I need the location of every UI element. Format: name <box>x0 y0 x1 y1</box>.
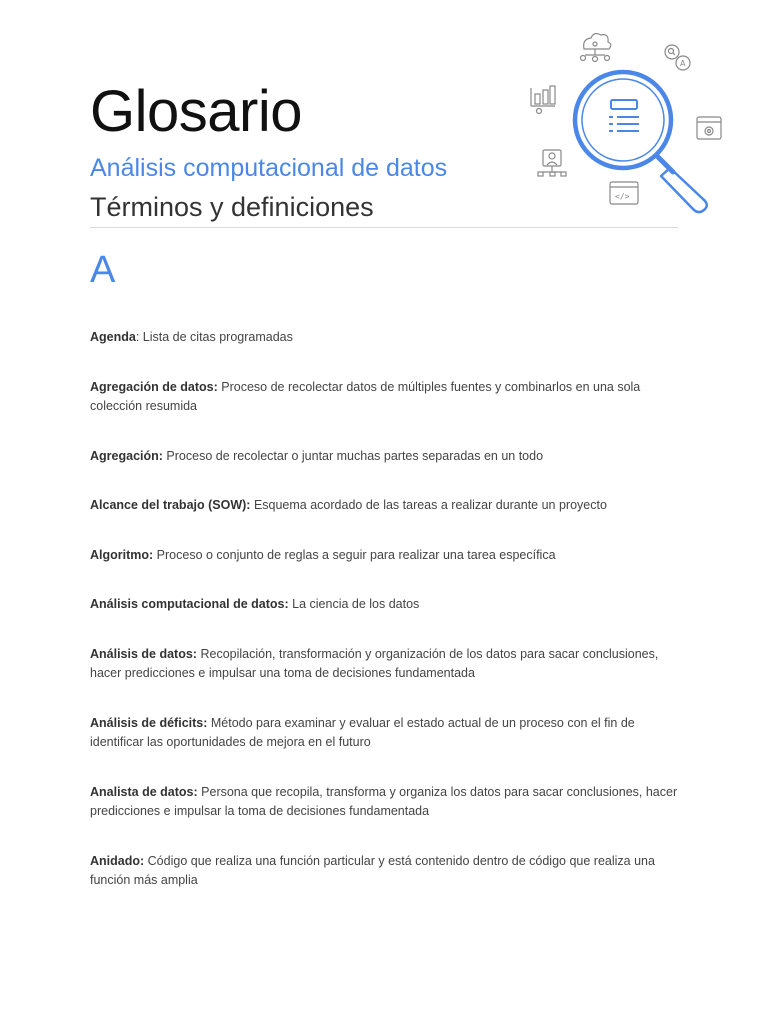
glossary-term: Anidado: <box>90 853 145 868</box>
page-title: Glosario <box>90 79 302 144</box>
page-subtitle: Análisis computacional de datos <box>90 154 448 182</box>
glossary-definition: La ciencia de los datos <box>292 597 420 611</box>
svg-text:</>: </> <box>615 192 630 201</box>
glossary-term: Agregación de datos: <box>90 379 218 394</box>
glossary-entry <box>90 595 686 615</box>
glossary-definition: Proceso o conjunto de reglas a seguir para realizar una tarea específica <box>156 547 556 562</box>
gear-window-icon <box>697 117 721 139</box>
glossary-entry <box>90 447 686 467</box>
glossary-entry <box>90 328 686 348</box>
glossary-term: Algoritmo: <box>90 547 154 562</box>
glossary-definition: Método para examinar y evaluar el estado actual de un proceso con el fin de identificar las oportunidades de mejora en el futuro <box>90 715 635 749</box>
section-letter: A <box>90 249 116 291</box>
chat-search-icon <box>665 45 690 70</box>
list-document-icon <box>609 100 639 131</box>
glossary-definition: Código que realiza una función particular y está contenido dentro de código que realiza una función más amplia <box>90 853 655 887</box>
glossary-term: Análisis de datos: <box>90 646 197 661</box>
glossary-entry <box>90 378 686 417</box>
glossary-entry <box>90 714 686 753</box>
glossary-term: Alcance del trabajo (SOW): <box>90 498 251 512</box>
glossary-list <box>90 328 686 921</box>
user-network-icon <box>538 150 566 176</box>
header-divider <box>90 227 678 228</box>
glossary-term: Agenda <box>90 330 136 344</box>
svg-text:A: A <box>680 59 686 68</box>
glossary-definition: Proceso de recolectar o juntar muchas partes separadas en un todo <box>166 448 544 463</box>
glossary-term: Agregación: <box>90 448 163 463</box>
glossary-entry <box>90 645 686 684</box>
glossary-definition: Recopilación, transformación y organización de los datos para sacar conclusiones, hacer predicciones e impulsar una toma de decisiones fundamentada <box>90 646 659 680</box>
glossary-term: Análisis computacional de datos: <box>90 597 289 611</box>
glossary-definition: Lista de citas programadas <box>142 330 293 344</box>
glossary-definition: Persona que recopila, transforma y organiza los datos para sacar conclusiones, hacer predicciones e impulsar la toma de decisiones fundamentada <box>90 784 678 818</box>
glossary-entry <box>90 496 686 516</box>
glossary-term: Analista de datos: <box>90 784 198 799</box>
code-window-icon <box>610 182 638 204</box>
cloud-network-icon <box>581 34 611 62</box>
data-analysis-illustration <box>505 22 735 222</box>
section-heading: Términos y definiciones <box>90 192 374 222</box>
term-separator: : <box>135 330 143 344</box>
glossary-entry <box>90 546 686 566</box>
document-header <box>90 80 510 224</box>
glossary-definition: Proceso de recolectar datos de múltiples fuentes y combinarlos en una sola colección resumida <box>90 379 641 413</box>
glossary-entry <box>90 783 686 822</box>
glossary-definition: Esquema acordado de las tareas a realizar durante un proyecto <box>253 498 607 512</box>
magnifier-icon <box>575 72 707 212</box>
chart-icon <box>531 86 555 114</box>
glossary-entry <box>90 852 686 891</box>
glossary-term: Análisis de déficits: <box>90 715 208 730</box>
